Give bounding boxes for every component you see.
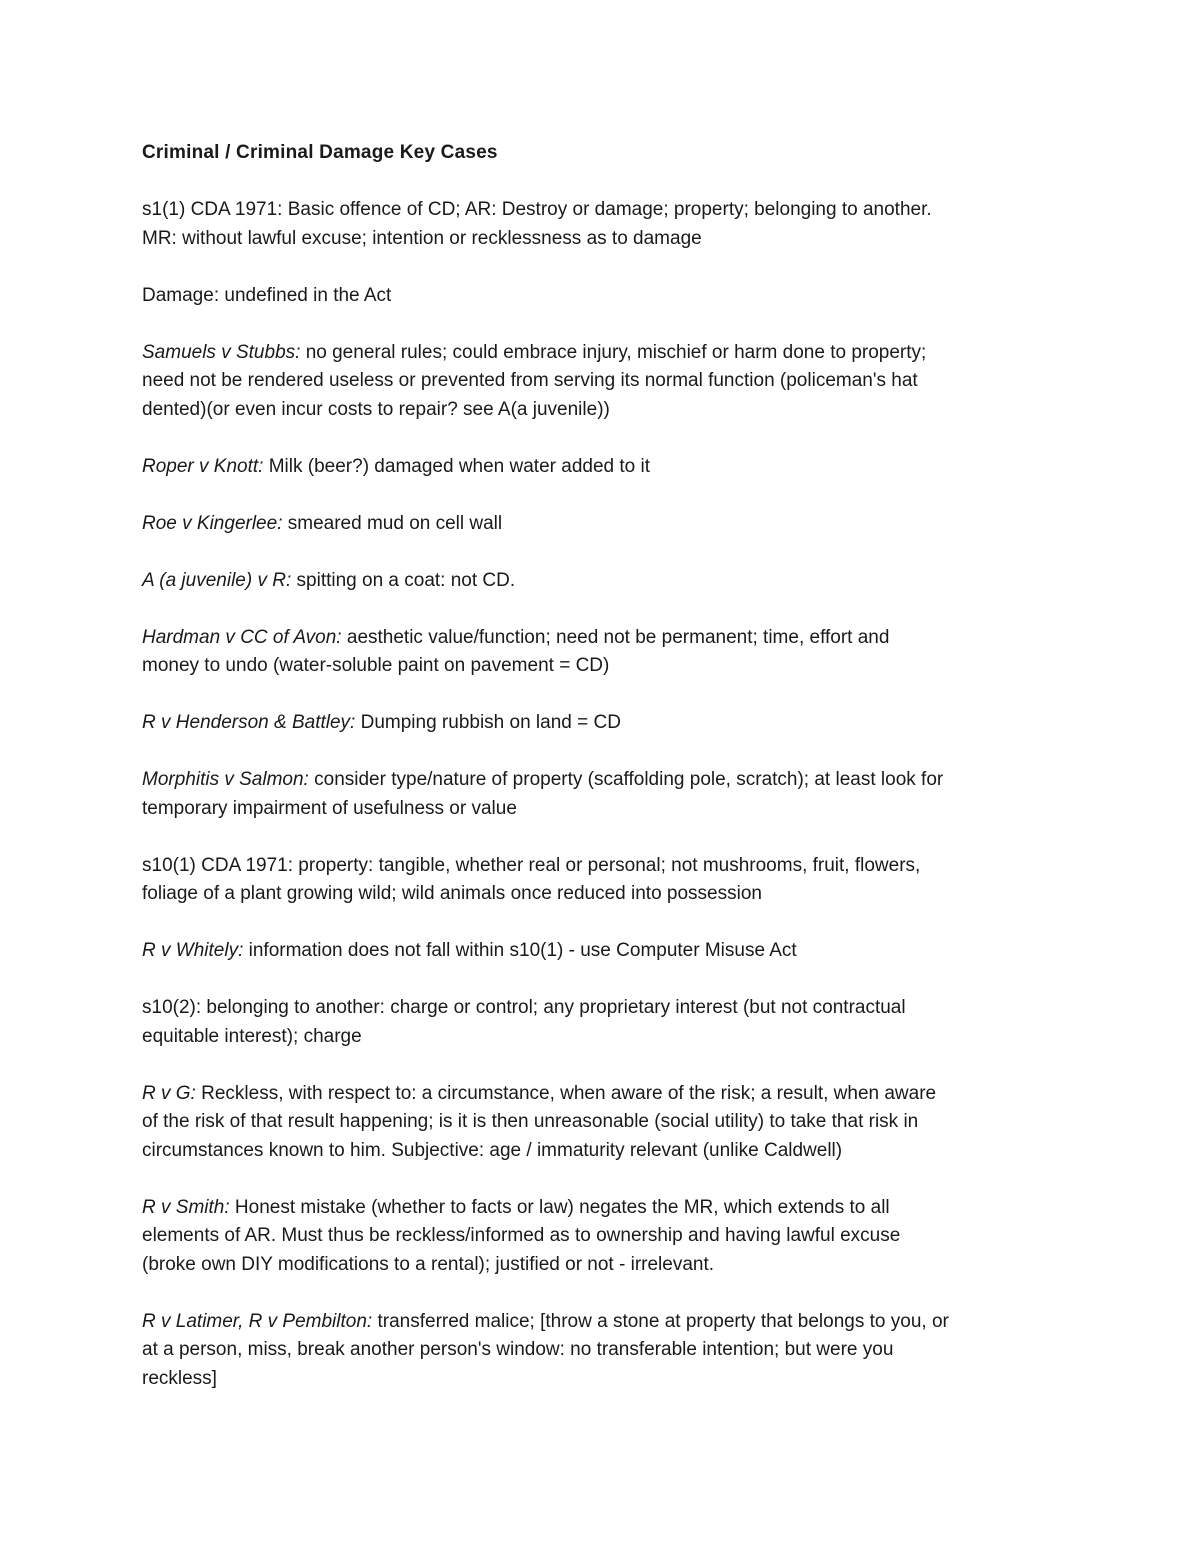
paragraph [142, 994, 1082, 1051]
paragraph [142, 1308, 1082, 1394]
paragraph-line [142, 852, 1082, 881]
paragraph-line [142, 1137, 1082, 1166]
line-text: consider type/nature of property (scaffolding pole, scratch); at least look for [308, 769, 944, 790]
case-name: R v Whitely: [142, 940, 244, 961]
case-name: Hardman v CC of Avon: [142, 626, 342, 648]
paragraph-line [142, 709, 1082, 738]
paragraph-line [142, 624, 1082, 653]
case-name: R v Henderson & Battley: [142, 712, 356, 733]
line-text: transferred malice; [throw a stone at property that belongs to you, or [372, 1310, 949, 1332]
paragraph [142, 1080, 1082, 1166]
line-text: Damage: undefined in the Act [142, 284, 392, 306]
paragraph [142, 196, 1082, 253]
paragraph-line [142, 1023, 1082, 1052]
paragraph-line [142, 880, 1082, 909]
line-text: smeared mud on cell wall [282, 512, 503, 534]
paragraph-line [142, 225, 1082, 254]
line-text: s10(1) CDA 1971: property: tangible, whether real or personal; not mushrooms, fruit, flowers, [142, 854, 921, 876]
document-body [142, 196, 1082, 1393]
line-text: no general rules; could embrace injury, mischief or harm done to property; [300, 341, 927, 363]
paragraph-line [142, 282, 1082, 311]
line-text: aesthetic value/function; need not be permanent; time, effort and [341, 626, 890, 648]
paragraph-line [142, 367, 1082, 396]
paragraph-line [142, 196, 1082, 225]
line-text: money to undo (water-soluble paint on pavement = CD) [142, 655, 610, 676]
paragraph-line [142, 937, 1082, 966]
line-text: need not be rendered useless or prevented from serving its normal function (policeman's hat [142, 370, 918, 391]
paragraph [142, 453, 1082, 482]
paragraph-line [142, 994, 1082, 1023]
line-text: at a person, miss, break another person's window: no transferable intention; but were you [142, 1339, 894, 1360]
paragraph-line [142, 1308, 1082, 1337]
line-text: information does not fall within s10(1) - use Computer Misuse Act [243, 940, 797, 961]
line-text: reckless] [142, 1367, 217, 1389]
line-text: s10(2): belonging to another: charge or control; any proprietary interest (but not contractual [142, 997, 906, 1018]
paragraph-line [142, 1194, 1082, 1223]
document-page [142, 139, 1082, 1422]
case-name: A (a juvenile) v R: [142, 569, 292, 591]
line-text: of the risk of that result happening; is it is then unreasonable (social utility) to take that risk in [142, 1111, 919, 1132]
line-text: Dumping rubbish on land = CD [355, 712, 621, 733]
case-name: Roe v Kingerlee: [142, 512, 283, 534]
line-text: dented)(or even incur costs to repair? see A(a juvenile)) [142, 398, 610, 420]
paragraph [142, 510, 1082, 539]
line-text: (broke own DIY modifications to a rental); justified or not - irrelevant. [142, 1253, 715, 1275]
paragraph-line [142, 1222, 1082, 1251]
paragraph-line [142, 1336, 1082, 1365]
paragraph-line [142, 567, 1082, 596]
paragraph [142, 1194, 1082, 1280]
paragraph [142, 567, 1082, 596]
paragraph [142, 624, 1082, 681]
paragraph-line [142, 453, 1082, 482]
case-name: R v Smith: [142, 1196, 230, 1218]
paragraph [142, 852, 1082, 909]
document-title: Criminal / Criminal Damage Key Cases [142, 142, 498, 163]
line-text: foliage of a plant growing wild; wild animals once reduced into possession [142, 883, 762, 904]
case-name: R v Latimer, R v Pembilton: [142, 1310, 373, 1332]
paragraph-line [142, 1251, 1082, 1280]
line-text: circumstances known to him. Subjective: age / immaturity relevant (unlike Caldwell) [142, 1139, 843, 1161]
paragraph-line [142, 1080, 1082, 1109]
line-text: elements of AR. Must thus be reckless/informed as to ownership and having lawful excuse [142, 1225, 901, 1246]
line-text: Milk (beer?) damaged when water added to it [263, 455, 650, 477]
case-name: Samuels v Stubbs: [142, 341, 301, 363]
paragraph [142, 937, 1082, 966]
case-name: Morphitis v Salmon: [142, 769, 309, 790]
paragraph-line [142, 510, 1082, 539]
case-name: Roper v Knott: [142, 455, 264, 477]
paragraph-line [142, 795, 1082, 824]
case-name: R v G: [142, 1082, 196, 1104]
line-text: MR: without lawful excuse; intention or recklessness as to damage [142, 227, 702, 249]
paragraph-line [142, 396, 1082, 425]
paragraph-line [142, 652, 1082, 681]
line-text: temporary impairment of usefulness or value [142, 797, 517, 819]
paragraph [142, 766, 1082, 823]
paragraph [142, 709, 1082, 738]
line-text: Honest mistake (whether to facts or law) negates the MR, which extends to all [229, 1196, 890, 1218]
line-text: spitting on a coat: not CD. [291, 569, 516, 591]
paragraph [142, 282, 1082, 311]
line-text: s1(1) CDA 1971: Basic offence of CD; AR: Destroy or damage; property; belonging to another. [142, 199, 932, 220]
paragraph [142, 339, 1082, 425]
line-text: Reckless, with respect to: a circumstance, when aware of the risk; a result, when aware [195, 1082, 937, 1104]
paragraph-line [142, 1108, 1082, 1137]
paragraph-line [142, 1365, 1082, 1394]
paragraph-line [142, 766, 1082, 795]
paragraph-line [142, 339, 1082, 368]
line-text: equitable interest); charge [142, 1025, 362, 1047]
